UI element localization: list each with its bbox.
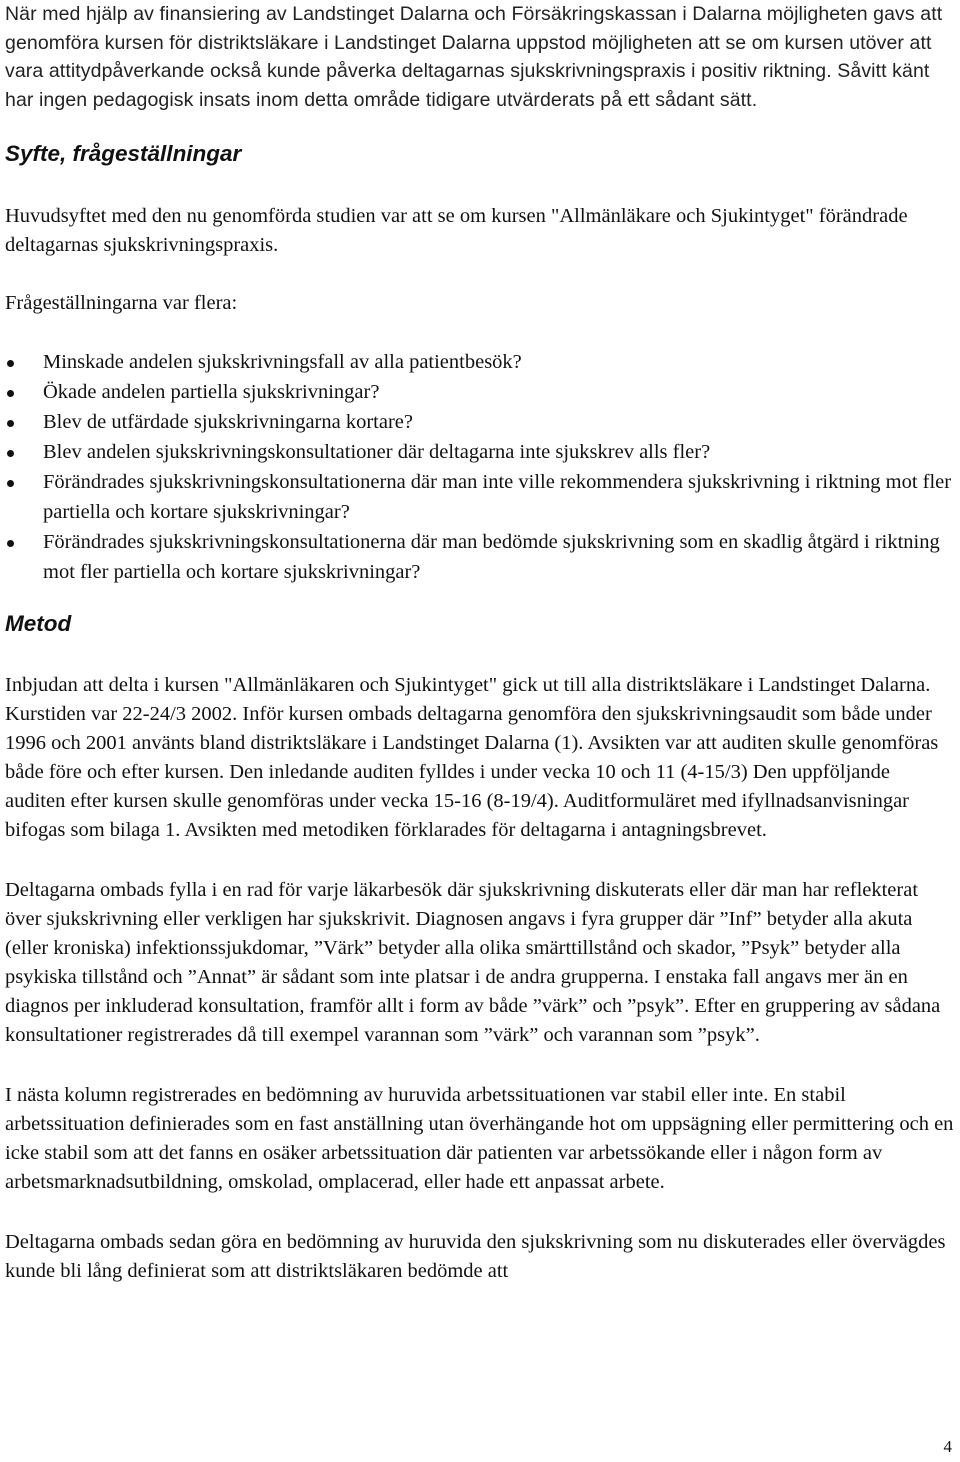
questions-intro: Frågeställningarna var flera: [5,292,238,314]
metod-paragraph-assessment: Deltagarna ombads sedan göra en bedömning av huruvida den sjukskrivning som nu diskuterades eller övervägdes kunde bli lång definierat som att distriktsläkaren bedömde att [5,1231,946,1282]
question-item [5,467,955,527]
question-text: Minskade andelen sjukskrivningsfall av alla patientbesök? [43,351,522,373]
bullet-icon [7,480,14,487]
page-number: 4 [943,1437,952,1456]
question-item [5,377,955,407]
question-text: Förändrades sjukskrivningskonsultationerna där man inte ville rekommendera sjukskrivning i riktning mot fler partiella och kortare sjukskrivningar? [43,471,952,523]
bullet-icon [7,540,14,547]
question-item [5,407,955,437]
syfte-paragraph: Huvudsyftet med den nu genomförda studien var att se om kursen "Allmänläkare och Sjukintyget" förändrade deltagarnas sjukskrivningspraxis. [5,205,908,256]
bullet-icon [7,450,14,457]
metod-paragraph-invitation: Inbjudan att delta i kursen "Allmänläkaren och Sjukintyget" gick ut till alla distriktsläkare i Landstinget Dalarna. Kurstiden var 22-24/3 2002. Inför kursen ombads deltagarna genomföra den sjukskrivningsaudit som både under 1996 och 2001 använts bland distriktsläkare i Landstinget Dalarna (1). Avsikten var att auditen skulle genomföras både före och efter kursen. Den inledande auditen fylldes i under vecka 10 och 11 (4-15/3) Den uppföljande auditen efter kursen skulle genomföras under vecka 15-16 (8-19/4). Auditformuläret med ifyllnadsanvisningar bifogas som bilaga 1. Avsikten med metodiken förklarades för deltagarna i antagningsbrevet. [5,674,939,841]
question-item [5,347,955,377]
question-text: Förändrades sjukskrivningskonsultationerna där man bedömde sjukskrivning som en skadlig åtgärd i riktning mot fler partiella och kortare sjukskrivningar? [43,531,940,583]
intro-paragraph: När med hjälp av finansiering av Landstinget Dalarna och Försäkringskassan i Dalarna möjligheten gavs att genomföra kursen för distriktsläkare i Landstinget Dalarna uppstod möjligheten att se om kursen utöver att vara attitydpåverkande också kunde påverka deltagarnas sjukskrivningspraxis i positiv riktning. Såvitt känt har ingen pedagogisk insats inom detta område tidigare utvärderats på ett sådant sätt. [5,3,943,111]
question-text: Ökade andelen partiella sjukskrivningar? [43,381,380,403]
document-page [5,0,955,1286]
metod-paragraph-diagnosis: Deltagarna ombads fylla i en rad för varje läkarbesök där sjukskrivning diskuterats eller där man har reflekterat över sjukskrivning eller verkligen har sjukskrivit. Diagnosen angavs i fyra grupper där ”Inf” betyder alla akuta (eller kroniska) infektionssjukdomar, ”Värk” betyder alla olika smärttillstånd och skador, ”Psyk” betyder alla psykiska tillstånd och ”Annat” är sådant som inte platsar i de andra grupperna. I enstaka fall angavs mer än en diagnos per inkluderad konsultation, framför allt i form av både ”värk” och ”psyk”. Efter en gruppering av sådana konsultationer registrerades då till exempel varannan som ”värk” och varannan som ”psyk”. [5,879,941,1046]
metod-paragraph-work-situation: I nästa kolumn registrerades en bedömning av huruvida arbetssituationen var stabil eller inte. En stabil arbetssituation definierades som en fast anställning utan överhängande hot om uppsägning eller permittering och en icke stabil som att det fanns en osäker arbetssituation där patienten var arbetssökande eller i någon form av arbetsmarknadsutbildning, omskolad, omplacerad, eller hade ett anpassat arbete. [5,1084,954,1193]
bullet-icon [7,360,14,367]
question-item [5,437,955,467]
bullet-icon [7,390,14,397]
questions-list [5,347,955,587]
bullet-icon [7,420,14,427]
section-heading-syfte: Syfte, frågeställningar [5,141,242,166]
question-text: Blev de utfärdade sjukskrivningarna kortare? [43,411,414,433]
section-heading-metod: Metod [5,611,72,636]
question-text: Blev andelen sjukskrivningskonsultationer där deltagarna inte sjukskrev alls fler? [43,441,711,463]
question-item [5,527,955,587]
